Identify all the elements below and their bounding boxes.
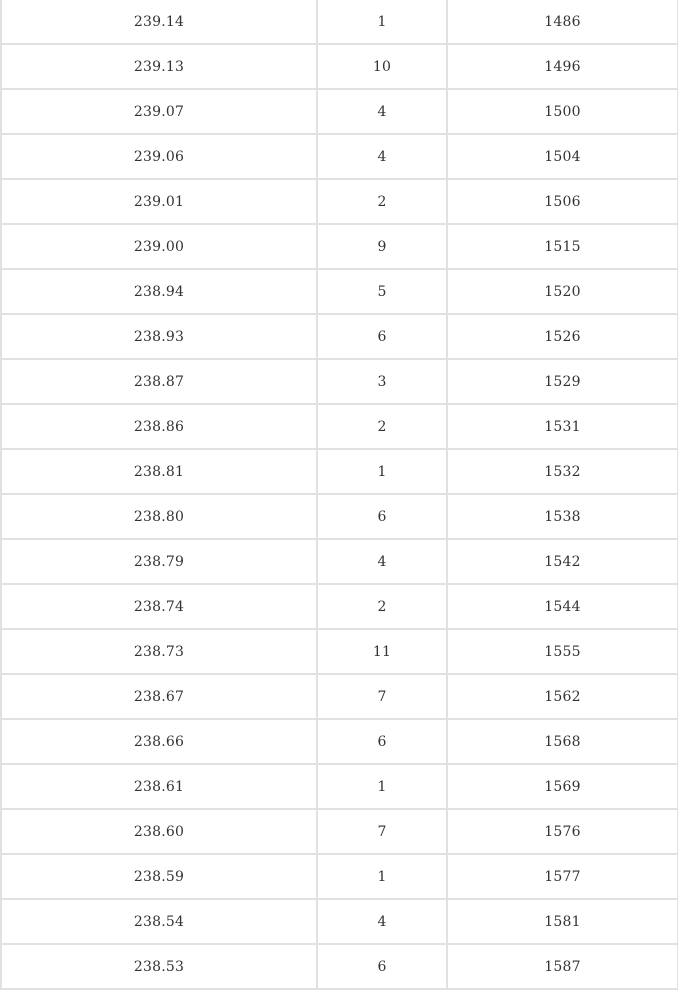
cumulative-cell: 1520 <box>447 269 678 314</box>
cumulative-cell: 1581 <box>447 899 678 944</box>
cumulative-cell: 1562 <box>447 674 678 719</box>
cumulative-cell: 1576 <box>447 809 678 854</box>
table-row <box>1 314 678 359</box>
score-cell: 238.79 <box>1 539 317 584</box>
score-cell: 239.07 <box>1 89 317 134</box>
count-cell: 6 <box>317 494 447 539</box>
cumulative-cell: 1515 <box>447 224 678 269</box>
table-row <box>1 134 678 179</box>
cumulative-cell: 1486 <box>447 0 678 44</box>
count-cell: 1 <box>317 764 447 809</box>
count-cell: 2 <box>317 179 447 224</box>
count-cell: 4 <box>317 89 447 134</box>
count-cell: 2 <box>317 404 447 449</box>
table-row <box>1 719 678 764</box>
score-cell: 239.13 <box>1 44 317 89</box>
table-row <box>1 764 678 809</box>
score-cell: 238.81 <box>1 449 317 494</box>
table-row <box>1 854 678 899</box>
score-cell: 238.61 <box>1 764 317 809</box>
cumulative-cell: 1577 <box>447 854 678 899</box>
count-cell: 1 <box>317 0 447 44</box>
score-cell: 238.59 <box>1 854 317 899</box>
table-row <box>1 404 678 449</box>
count-cell: 7 <box>317 674 447 719</box>
table-row <box>1 0 678 44</box>
score-cell: 238.54 <box>1 899 317 944</box>
cumulative-cell: 1542 <box>447 539 678 584</box>
count-cell: 10 <box>317 44 447 89</box>
score-cell: 238.93 <box>1 314 317 359</box>
score-cell: 239.06 <box>1 134 317 179</box>
count-cell: 6 <box>317 314 447 359</box>
table-row <box>1 449 678 494</box>
score-cell: 238.80 <box>1 494 317 539</box>
cumulative-cell: 1506 <box>447 179 678 224</box>
score-cell: 238.94 <box>1 269 317 314</box>
cumulative-cell: 1568 <box>447 719 678 764</box>
cumulative-cell: 1504 <box>447 134 678 179</box>
cumulative-cell: 1538 <box>447 494 678 539</box>
cumulative-cell: 1500 <box>447 89 678 134</box>
score-cell: 238.60 <box>1 809 317 854</box>
count-cell: 4 <box>317 539 447 584</box>
count-cell: 1 <box>317 449 447 494</box>
count-cell: 4 <box>317 134 447 179</box>
table-row <box>1 224 678 269</box>
cumulative-cell: 1531 <box>447 404 678 449</box>
table-row <box>1 179 678 224</box>
cumulative-cell: 1544 <box>447 584 678 629</box>
cumulative-cell: 1529 <box>447 359 678 404</box>
score-cell: 238.87 <box>1 359 317 404</box>
score-cell: 238.66 <box>1 719 317 764</box>
count-cell: 6 <box>317 719 447 764</box>
count-cell: 4 <box>317 899 447 944</box>
count-cell: 3 <box>317 359 447 404</box>
count-cell: 11 <box>317 629 447 674</box>
cumulative-cell: 1587 <box>447 944 678 989</box>
table-row <box>1 629 678 674</box>
score-cell: 239.00 <box>1 224 317 269</box>
count-cell: 1 <box>317 854 447 899</box>
table-row <box>1 809 678 854</box>
count-cell: 5 <box>317 269 447 314</box>
table-row <box>1 674 678 719</box>
score-cell: 238.53 <box>1 944 317 989</box>
table-row <box>1 584 678 629</box>
table-row <box>1 89 678 134</box>
score-cell: 238.74 <box>1 584 317 629</box>
table-row <box>1 539 678 584</box>
cumulative-cell: 1569 <box>447 764 678 809</box>
score-cell: 238.67 <box>1 674 317 719</box>
count-cell: 2 <box>317 584 447 629</box>
count-cell: 9 <box>317 224 447 269</box>
score-cell: 238.86 <box>1 404 317 449</box>
score-cell: 239.14 <box>1 0 317 44</box>
table-body <box>1 0 678 989</box>
cumulative-cell: 1555 <box>447 629 678 674</box>
table-row <box>1 944 678 989</box>
table-row <box>1 899 678 944</box>
score-cell: 238.73 <box>1 629 317 674</box>
count-cell: 7 <box>317 809 447 854</box>
table-row <box>1 44 678 89</box>
cumulative-cell: 1496 <box>447 44 678 89</box>
table-row <box>1 359 678 404</box>
cumulative-cell: 1526 <box>447 314 678 359</box>
table-row <box>1 269 678 314</box>
table-row <box>1 494 678 539</box>
score-cell: 239.01 <box>1 179 317 224</box>
cumulative-cell: 1532 <box>447 449 678 494</box>
count-cell: 6 <box>317 944 447 989</box>
